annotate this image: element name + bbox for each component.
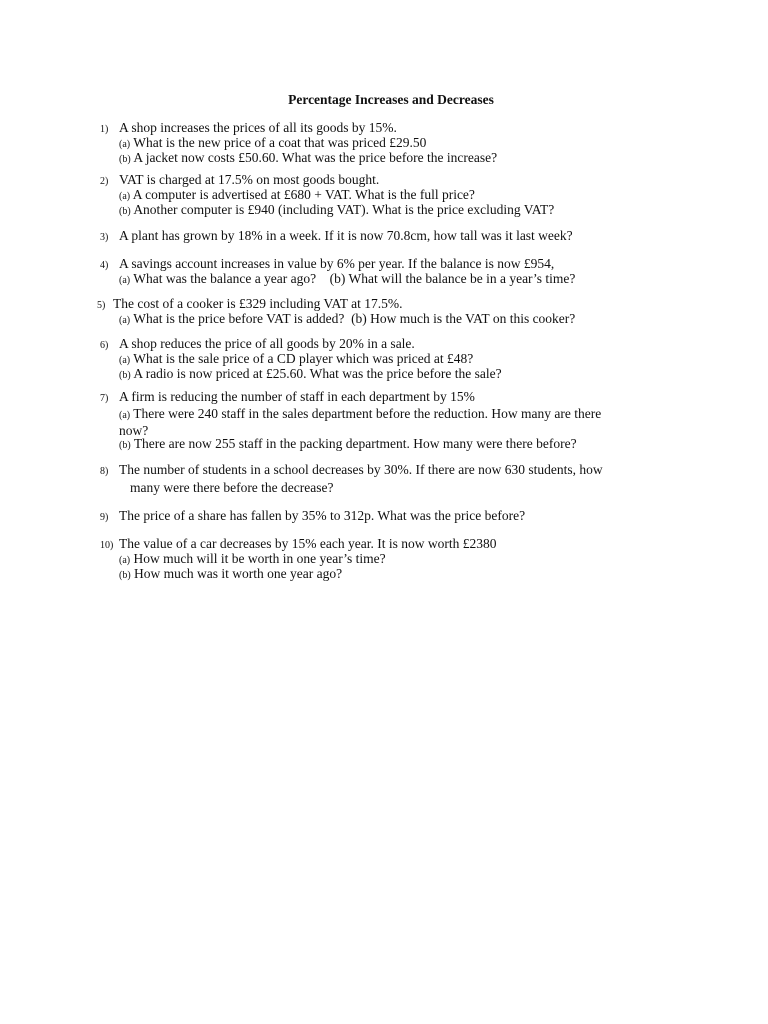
question-text: A shop increases the prices of all its goods by 15%. (119, 120, 397, 135)
part-text: There are now 255 staff in the packing department. How many were there before? (133, 436, 577, 451)
question-4 (100, 257, 575, 287)
part-label: (b) (119, 570, 131, 581)
part-label: (a) (119, 555, 131, 566)
part-label: (b) (119, 370, 131, 381)
question-8 (100, 463, 603, 494)
question-text: A shop reduces the price of all goods by 20% in a sale. (119, 336, 415, 351)
part-label: (b) (119, 206, 131, 217)
question-text: VAT is charged at 17.5% on most goods bought. (119, 172, 380, 187)
question-6 (100, 337, 502, 382)
part-label: (b) (119, 440, 131, 451)
part-text: A radio is now priced at £25.60. What was the price before the sale? (133, 366, 502, 381)
question-9 (100, 509, 525, 524)
question-text: The value of a car decreases by 15% each year. It is now worth £2380 (119, 536, 497, 551)
question-number: 3) (100, 232, 109, 243)
question-number: 1) (100, 124, 109, 135)
question-text: A firm is reducing the number of staff in each department by 15% (119, 389, 475, 404)
question-text-continued: many were there before the decrease? (130, 480, 334, 495)
question-number: 7) (100, 393, 109, 404)
part-text: What is the price before VAT is added? (b) How much is the VAT on this cooker? (133, 311, 576, 326)
part-label: (a) (119, 410, 131, 421)
part-text-continued: now? (119, 423, 149, 438)
part-text: A jacket now costs £50.60. What was the price before the increase? (133, 150, 498, 165)
question-number: 8) (100, 466, 109, 477)
part-text: There were 240 staff in the sales department before the reduction. How many are there (133, 406, 602, 421)
part-text: What is the new price of a coat that was priced £29.50 (133, 135, 427, 150)
part-text: Another computer is £940 (including VAT). What is the price excluding VAT? (133, 202, 555, 217)
part-text: What was the balance a year ago? (b) What will the balance be in a year’s time? (133, 271, 576, 286)
question-7 (100, 390, 601, 452)
question-number: 9) (100, 512, 109, 523)
part-label: (a) (119, 191, 131, 202)
page-title: Percentage Increases and Decreases (288, 92, 494, 107)
question-number: 4) (100, 260, 109, 271)
question-number: 5) (97, 300, 106, 311)
part-text: A computer is advertised at £680 + VAT. What is the full price? (132, 187, 475, 202)
question-1 (100, 121, 497, 166)
question-text: A savings account increases in value by 6% per year. If the balance is now £954, (119, 256, 555, 271)
question-number: 6) (100, 340, 109, 351)
question-text: The price of a share has fallen by 35% to 312p. What was the price before? (119, 508, 526, 523)
part-label: (a) (119, 315, 131, 326)
question-10 (100, 537, 496, 582)
question-2 (100, 173, 554, 218)
question-number: 2) (100, 176, 109, 187)
part-label: (b) (119, 154, 131, 165)
part-text: What is the sale price of a CD player which was priced at £48? (133, 351, 474, 366)
question-number: 10) (100, 540, 114, 551)
part-label: (a) (119, 355, 131, 366)
question-5 (97, 297, 575, 327)
part-text: How much will it be worth in one year’s time? (133, 551, 386, 566)
question-text: A plant has grown by 18% in a week. If it is now 70.8cm, how tall was it last week? (119, 228, 573, 243)
part-label: (a) (119, 275, 131, 286)
question-3 (100, 229, 573, 244)
question-text: The number of students in a school decreases by 30%. If there are now 630 students, how (119, 462, 603, 477)
question-text: The cost of a cooker is £329 including VAT at 17.5%. (113, 296, 403, 311)
part-text: How much was it worth one year ago? (134, 566, 343, 581)
part-label: (a) (119, 139, 131, 150)
